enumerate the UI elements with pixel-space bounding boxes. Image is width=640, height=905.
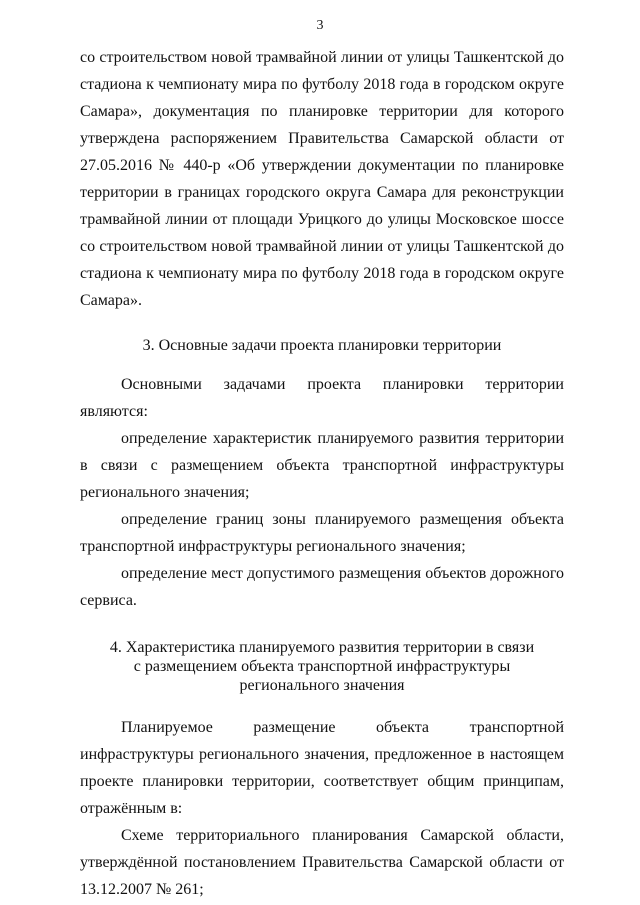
section-4-heading-line-3: регионального значения xyxy=(239,677,405,694)
page-number: 3 xyxy=(316,18,324,33)
section-3-item-2: определение границ зоны планируемого размещения объекта транспортной инфраструктуры регионального значения; xyxy=(80,511,564,555)
section-3-heading: 3. Основные задачи проекта планировки территории xyxy=(142,337,502,354)
section-4-paragraph-2: Схеме территориального планирования Самарской области, утверждённой постановлением Правительства Самарской области от 13.12.2007 № 261; xyxy=(80,827,564,898)
section-4-heading-line-2: с размещением объекта транспортной инфраструктуры xyxy=(133,658,511,675)
section-4-paragraph-1: Планируемое размещение объекта транспортной инфраструктуры регионального значения, предложенное в настоящем проекте планировки территории, соответствует общим принципам, отражённым в: xyxy=(80,719,564,817)
section-4-heading-line-1: 4. Характеристика планируемого развития территории в связи xyxy=(109,639,535,656)
section-3-item-1: определение характеристик планируемого развития территории в связи с размещением объекта транспортной инфраструктуры регионального значения; xyxy=(80,430,564,501)
section-3-intro: Основными задачами проекта планировки территории являются: xyxy=(80,376,564,420)
document-body xyxy=(80,44,564,903)
section-4-heading xyxy=(80,638,564,695)
continuation-paragraph: со строительством новой трамвайной линии от улицы Ташкентской до стадиона к чемпионату мира по футболу 2018 года в городском округе Самара», документация по планировке территории для которого утверждена распоряжением Правительства Самарской области от 27.05.2016 № 440-р «Об утверждении документации по планировке территории в границах городского округа Самара для реконструкции трамвайной линии от площади Урицкого до улицы Московское шоссе со строительством новой трамвайной линии от улицы Ташкентской до стадиона к чемпионату мира по футболу 2018 года в городском округе Самара». xyxy=(80,49,564,309)
section-3-item-3: определение мест допустимого размещения объектов дорожного сервиса. xyxy=(80,565,564,609)
